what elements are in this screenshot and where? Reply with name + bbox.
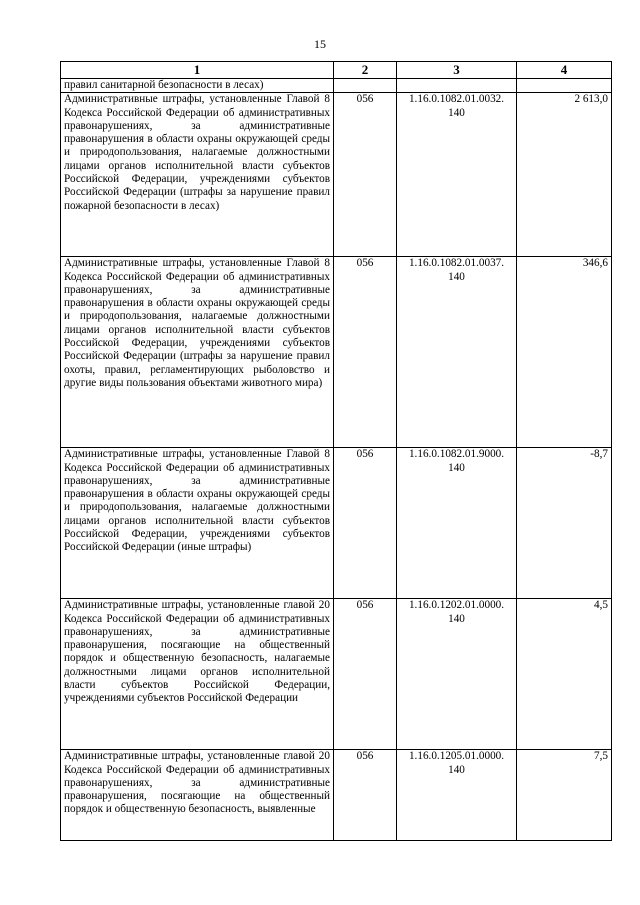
row-amount: 4,5 (517, 599, 612, 750)
row-kbk (397, 750, 517, 841)
table-header-row (61, 62, 612, 79)
table-row (61, 93, 612, 257)
row-kbk-text: 1.16.0.1082.01.0032. 140 (408, 93, 505, 119)
row-description: Административные штрафы, установленные главой 20 Кодекса Российской Федерации об административных правонарушениях, за административные правонарушения, посягающие на общественный порядок и общественную безопасность, выявленные (61, 750, 334, 841)
row-amount: 2 613,0 (517, 93, 612, 257)
continuation-amount (517, 79, 612, 93)
row-admin-code: 056 (334, 93, 397, 257)
row-description: Административные штрафы, установленные Главой 8 Кодекса Российской Федерации об административных правонарушениях, за административные правонарушения в области охраны окружающей среды и природопользования, налагаемые должностными лицами органов исполнительной власти субъектов Российской Федерации, учреждениями субъектов Российской Федерации (иные штрафы) (61, 448, 334, 599)
continuation-kbk (397, 79, 517, 93)
row-admin-code: 056 (334, 257, 397, 448)
table-row (61, 599, 612, 750)
row-kbk (397, 93, 517, 257)
row-description: Административные штрафы, установленные Главой 8 Кодекса Российской Федерации об административных правонарушениях, за административные правонарушения в области охраны окружающей среды и природопользования, налагаемые должностными лицами органов исполнительной власти субъектов Российской Федерации, учреждениями субъектов Российской Федерации (штрафы за нарушение правил пожарной безопасности в лесах) (61, 93, 334, 257)
continuation-code (334, 79, 397, 93)
row-kbk-text: 1.16.0.1202.01.0000. 140 (408, 599, 505, 625)
row-kbk-text: 1.16.0.1205.01.0000. 140 (408, 750, 505, 776)
row-amount: 346,6 (517, 257, 612, 448)
row-amount: 7,5 (517, 750, 612, 841)
table-row (61, 448, 612, 599)
page-number: 15 (314, 37, 326, 51)
row-admin-code: 056 (334, 599, 397, 750)
header-col-4: 4 (517, 62, 612, 79)
continuation-text: правил санитарной безопасности в лесах) (61, 79, 334, 93)
row-admin-code: 056 (334, 750, 397, 841)
row-kbk-text: 1.16.0.1082.01.0037. 140 (408, 257, 505, 283)
header-col-3: 3 (397, 62, 517, 79)
row-kbk-text: 1.16.0.1082.01.9000. 140 (408, 448, 505, 474)
header-col-1: 1 (61, 62, 334, 79)
row-amount: -8,7 (517, 448, 612, 599)
row-description: Административные штрафы, установленные Главой 8 Кодекса Российской Федерации об административных правонарушениях, за административные правонарушения в области охраны окружающей среды и природопользования, налагаемые должностными лицами органов исполнительной власти субъектов Российской Федерации, учреждениями субъектов Российской Федерации (штрафы за нарушение правил охоты, правил, регламентирующих рыболовство и другие виды пользования объектами животного мира) (61, 257, 334, 448)
row-description: Административные штрафы, установленные главой 20 Кодекса Российской Федерации об административных правонарушениях, за административные правонарушения, посягающие на общественный порядок и общественную безопасность, налагаемые должностными лицами органов исполнительной власти субъектов Российской Федерации, учреждениями субъектов Российской Федерации (61, 599, 334, 750)
continuation-row (61, 79, 612, 93)
row-kbk (397, 448, 517, 599)
row-kbk (397, 599, 517, 750)
row-admin-code: 056 (334, 448, 397, 599)
header-col-2: 2 (334, 62, 397, 79)
row-kbk (397, 257, 517, 448)
table-row (61, 257, 612, 448)
revenue-table (60, 61, 612, 841)
table-row (61, 750, 612, 841)
